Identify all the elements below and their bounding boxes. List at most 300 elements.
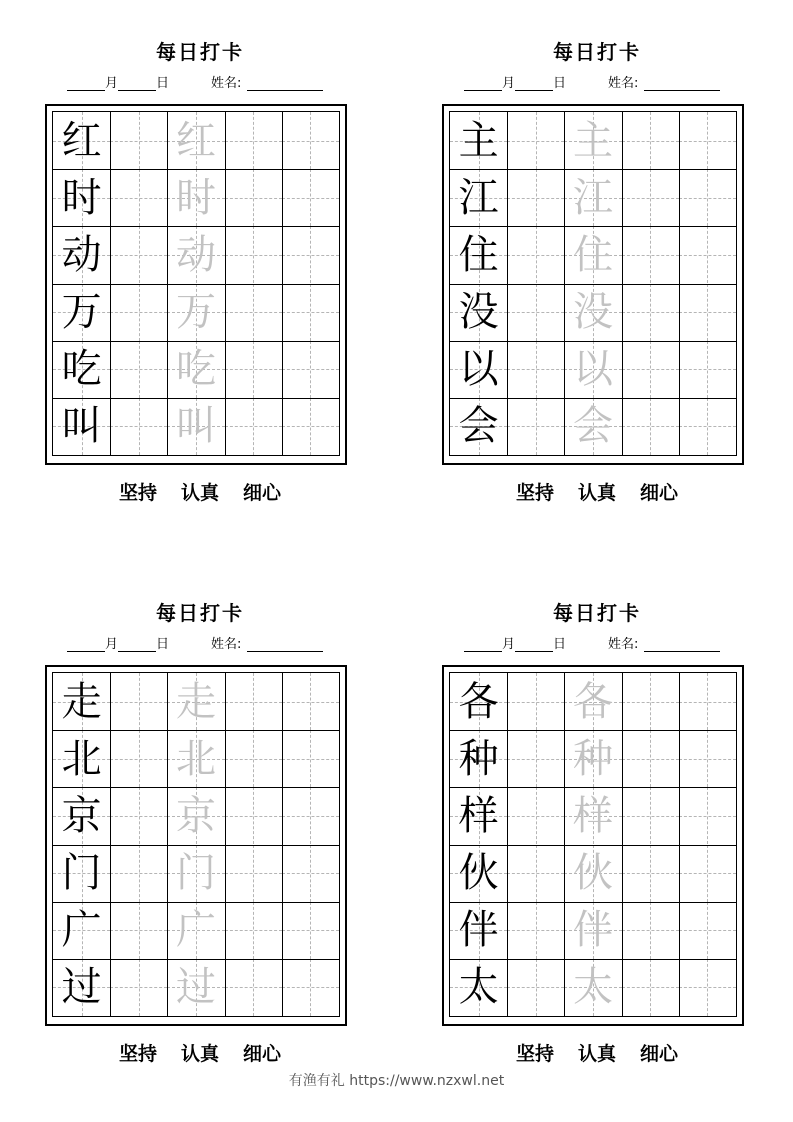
trace-character: 叫 xyxy=(175,403,216,450)
trace-character: 伙 xyxy=(572,850,613,897)
blank-writing-cell[interactable] xyxy=(225,787,282,844)
motto-word: 认真 xyxy=(180,1043,219,1065)
blank-writing-cell[interactable] xyxy=(110,959,167,1016)
trace-character-cell[interactable] xyxy=(564,398,621,455)
practice-grid-frame xyxy=(442,665,744,1026)
practice-grid xyxy=(52,111,340,456)
blank-writing-cell[interactable] xyxy=(679,673,736,730)
blank-writing-cell[interactable] xyxy=(507,730,564,787)
grid-row xyxy=(53,284,339,341)
guide-line xyxy=(679,198,736,199)
motto-word: 认真 xyxy=(577,1043,616,1065)
guide-line xyxy=(282,369,339,370)
blank-writing-cell[interactable] xyxy=(622,787,679,844)
blank-writing-cell[interactable] xyxy=(110,730,167,787)
blank-writing-cell[interactable] xyxy=(679,787,736,844)
blank-writing-cell[interactable] xyxy=(622,673,679,730)
blank-writing-cell[interactable] xyxy=(110,398,167,455)
guide-line xyxy=(282,198,339,199)
grid-row-divider xyxy=(450,959,736,960)
grid-row-divider xyxy=(450,226,736,227)
grid-row-divider xyxy=(53,787,339,788)
trace-character-cell[interactable] xyxy=(564,902,621,959)
guide-line xyxy=(679,987,736,988)
month-blank[interactable] xyxy=(67,637,105,652)
blank-writing-cell[interactable] xyxy=(679,226,736,283)
blank-writing-cell[interactable] xyxy=(282,226,339,283)
model-character-cell xyxy=(53,787,110,844)
date-name-line xyxy=(464,72,784,91)
model-character-cell xyxy=(53,845,110,902)
model-character: 红 xyxy=(61,117,102,164)
blank-writing-cell[interactable] xyxy=(679,284,736,341)
blank-writing-cell[interactable] xyxy=(225,226,282,283)
grid-row xyxy=(450,959,736,1016)
blank-writing-cell[interactable] xyxy=(282,730,339,787)
day-label: 日 xyxy=(553,76,567,91)
grid-row-divider xyxy=(450,730,736,731)
guide-line xyxy=(507,816,564,817)
blank-writing-cell[interactable] xyxy=(507,398,564,455)
day-label: 日 xyxy=(553,637,567,652)
model-character: 时 xyxy=(61,174,102,221)
grid-row-divider xyxy=(450,398,736,399)
motto-word: 坚持 xyxy=(515,482,554,504)
guide-line xyxy=(622,255,679,256)
name-label: 姓名: xyxy=(211,637,242,652)
grid-row-divider xyxy=(450,341,736,342)
guide-line xyxy=(679,759,736,760)
blank-writing-cell[interactable] xyxy=(225,902,282,959)
motto-word: 细心 xyxy=(243,1043,282,1065)
blank-writing-cell[interactable] xyxy=(110,341,167,398)
motto-word: 细心 xyxy=(640,482,679,504)
blank-writing-cell[interactable] xyxy=(622,169,679,226)
model-character: 北 xyxy=(61,735,102,782)
blank-writing-cell[interactable] xyxy=(622,845,679,902)
blank-writing-cell[interactable] xyxy=(282,673,339,730)
blank-writing-cell[interactable] xyxy=(225,845,282,902)
blank-writing-cell[interactable] xyxy=(110,787,167,844)
grid-row xyxy=(450,902,736,959)
trace-character-cell[interactable] xyxy=(167,959,224,1016)
motto-word: 坚持 xyxy=(515,1043,554,1065)
guide-line xyxy=(507,426,564,427)
day-blank[interactable] xyxy=(118,76,156,91)
grid-row xyxy=(450,398,736,455)
guide-line xyxy=(110,930,167,931)
grid-row-divider xyxy=(450,787,736,788)
grid-row-divider xyxy=(450,902,736,903)
name-blank[interactable] xyxy=(247,76,323,91)
name-blank[interactable] xyxy=(644,76,720,91)
trace-character: 万 xyxy=(175,289,216,336)
trace-character-cell[interactable] xyxy=(564,284,621,341)
blank-writing-cell[interactable] xyxy=(110,673,167,730)
practice-card xyxy=(442,561,762,1081)
guide-line xyxy=(622,141,679,142)
trace-character-cell[interactable] xyxy=(167,845,224,902)
footer-watermark: 有渔有礼 https://www.nzxwl.net xyxy=(288,1073,505,1089)
motto-word: 细心 xyxy=(243,482,282,504)
trace-character: 住 xyxy=(572,231,613,278)
model-character: 主 xyxy=(458,117,499,164)
trace-character-cell[interactable] xyxy=(167,284,224,341)
blank-writing-cell[interactable] xyxy=(507,673,564,730)
model-character: 各 xyxy=(458,678,499,725)
grid-row xyxy=(450,730,736,787)
blank-writing-cell[interactable] xyxy=(110,845,167,902)
blank-writing-cell[interactable] xyxy=(110,226,167,283)
model-character-cell xyxy=(450,112,507,169)
model-character: 走 xyxy=(61,678,102,725)
blank-writing-cell[interactable] xyxy=(282,284,339,341)
blank-writing-cell[interactable] xyxy=(622,341,679,398)
trace-character-cell[interactable] xyxy=(167,673,224,730)
model-character-cell xyxy=(450,169,507,226)
trace-character-cell[interactable] xyxy=(564,959,621,1016)
card-title: 每日打卡 xyxy=(156,601,244,625)
model-character-cell xyxy=(450,398,507,455)
guide-line xyxy=(679,369,736,370)
motto-word: 坚持 xyxy=(118,1043,157,1065)
month-blank[interactable] xyxy=(464,637,502,652)
motto xyxy=(442,478,752,505)
trace-character: 京 xyxy=(175,792,216,839)
guide-line xyxy=(110,369,167,370)
motto-word: 认真 xyxy=(180,482,219,504)
grid-row xyxy=(450,787,736,844)
grid-row xyxy=(450,112,736,169)
blank-writing-cell[interactable] xyxy=(679,902,736,959)
blank-writing-cell[interactable] xyxy=(679,112,736,169)
date-name-line xyxy=(67,72,387,91)
model-character: 广 xyxy=(61,907,102,954)
grid-row xyxy=(450,845,736,902)
grid-row-divider xyxy=(53,845,339,846)
guide-line xyxy=(679,816,736,817)
trace-character-cell[interactable] xyxy=(564,169,621,226)
grid-row xyxy=(53,673,339,730)
grid-row xyxy=(450,226,736,283)
blank-writing-cell[interactable] xyxy=(110,112,167,169)
trace-character-cell[interactable] xyxy=(564,730,621,787)
practice-card xyxy=(442,0,762,520)
model-character: 样 xyxy=(458,792,499,839)
blank-writing-cell[interactable] xyxy=(282,112,339,169)
blank-writing-cell[interactable] xyxy=(507,787,564,844)
guide-line xyxy=(507,369,564,370)
name-blank[interactable] xyxy=(247,637,323,652)
model-character-cell xyxy=(450,845,507,902)
date-name-line xyxy=(67,633,387,652)
blank-writing-cell[interactable] xyxy=(622,112,679,169)
blank-writing-cell[interactable] xyxy=(110,284,167,341)
name-label: 姓名: xyxy=(211,76,242,91)
trace-character-cell[interactable] xyxy=(564,673,621,730)
model-character: 吃 xyxy=(61,346,102,393)
guide-line xyxy=(282,987,339,988)
practice-card xyxy=(45,561,365,1081)
grid-row xyxy=(450,284,736,341)
blank-writing-cell[interactable] xyxy=(282,959,339,1016)
blank-writing-cell[interactable] xyxy=(225,284,282,341)
blank-writing-cell[interactable] xyxy=(507,169,564,226)
motto-word: 细心 xyxy=(640,1043,679,1065)
day-blank[interactable] xyxy=(515,637,553,652)
model-character: 会 xyxy=(458,403,499,450)
guide-line xyxy=(225,198,282,199)
model-character-cell xyxy=(450,341,507,398)
blank-writing-cell[interactable] xyxy=(679,845,736,902)
trace-character-cell[interactable] xyxy=(167,730,224,787)
model-character: 万 xyxy=(61,289,102,336)
day-label: 日 xyxy=(156,76,170,91)
trace-character: 会 xyxy=(572,403,613,450)
guide-line xyxy=(225,426,282,427)
model-character: 伴 xyxy=(458,907,499,954)
trace-character-cell[interactable] xyxy=(167,112,224,169)
trace-character: 吃 xyxy=(175,346,216,393)
guide-line xyxy=(282,816,339,817)
motto xyxy=(45,478,355,505)
model-character: 没 xyxy=(458,289,499,336)
guide-line xyxy=(622,198,679,199)
guide-line xyxy=(622,930,679,931)
grid-row-divider xyxy=(53,959,339,960)
trace-character: 伴 xyxy=(572,907,613,954)
grid-row xyxy=(53,112,339,169)
trace-character-cell[interactable] xyxy=(167,226,224,283)
grid-row xyxy=(53,169,339,226)
trace-character-cell[interactable] xyxy=(167,341,224,398)
guide-line xyxy=(679,930,736,931)
guide-line xyxy=(110,987,167,988)
trace-character-cell[interactable] xyxy=(167,169,224,226)
trace-character-cell[interactable] xyxy=(564,226,621,283)
guide-line xyxy=(507,141,564,142)
blank-writing-cell[interactable] xyxy=(622,902,679,959)
blank-writing-cell[interactable] xyxy=(679,730,736,787)
guide-line xyxy=(679,426,736,427)
blank-writing-cell[interactable] xyxy=(110,169,167,226)
blank-writing-cell[interactable] xyxy=(225,341,282,398)
blank-writing-cell[interactable] xyxy=(225,112,282,169)
trace-character: 红 xyxy=(175,117,216,164)
day-blank[interactable] xyxy=(515,76,553,91)
trace-character-cell[interactable] xyxy=(167,902,224,959)
guide-line xyxy=(282,312,339,313)
guide-line xyxy=(282,255,339,256)
blank-writing-cell[interactable] xyxy=(282,787,339,844)
guide-line xyxy=(225,141,282,142)
grid-row xyxy=(53,730,339,787)
blank-writing-cell[interactable] xyxy=(282,845,339,902)
trace-character: 各 xyxy=(572,678,613,725)
model-character-cell xyxy=(450,284,507,341)
model-character: 京 xyxy=(61,792,102,839)
guide-line xyxy=(282,702,339,703)
blank-writing-cell[interactable] xyxy=(622,959,679,1016)
month-blank[interactable] xyxy=(67,76,105,91)
blank-writing-cell[interactable] xyxy=(225,730,282,787)
trace-character: 过 xyxy=(175,964,216,1011)
guide-line xyxy=(622,816,679,817)
guide-line xyxy=(225,816,282,817)
grid-row-divider xyxy=(53,226,339,227)
trace-character-cell[interactable] xyxy=(564,112,621,169)
guide-line xyxy=(507,255,564,256)
blank-writing-cell[interactable] xyxy=(225,398,282,455)
trace-character: 江 xyxy=(572,174,613,221)
blank-writing-cell[interactable] xyxy=(282,902,339,959)
model-character-cell xyxy=(53,341,110,398)
guide-line xyxy=(110,312,167,313)
practice-grid-frame xyxy=(442,104,744,465)
guide-line xyxy=(622,759,679,760)
blank-writing-cell[interactable] xyxy=(225,673,282,730)
model-character-cell xyxy=(53,284,110,341)
grid-row xyxy=(53,226,339,283)
grid-row-divider xyxy=(53,398,339,399)
blank-writing-cell[interactable] xyxy=(507,902,564,959)
guide-line xyxy=(225,255,282,256)
trace-character-cell[interactable] xyxy=(564,787,621,844)
blank-writing-cell[interactable] xyxy=(622,730,679,787)
blank-writing-cell[interactable] xyxy=(282,169,339,226)
motto xyxy=(45,1039,355,1066)
blank-writing-cell[interactable] xyxy=(282,341,339,398)
grid-row xyxy=(53,845,339,902)
model-character-cell xyxy=(450,787,507,844)
trace-character: 门 xyxy=(175,850,216,897)
grid-row xyxy=(450,673,736,730)
month-label: 月 xyxy=(105,637,119,652)
day-blank[interactable] xyxy=(118,637,156,652)
blank-writing-cell[interactable] xyxy=(622,226,679,283)
motto xyxy=(442,1039,752,1066)
blank-writing-cell[interactable] xyxy=(225,169,282,226)
model-character: 伙 xyxy=(458,850,499,897)
trace-character-cell[interactable] xyxy=(167,787,224,844)
grid-row xyxy=(450,341,736,398)
blank-writing-cell[interactable] xyxy=(622,284,679,341)
guide-line xyxy=(679,141,736,142)
grid-row-divider xyxy=(53,902,339,903)
name-blank[interactable] xyxy=(644,637,720,652)
model-character: 住 xyxy=(458,231,499,278)
guide-line xyxy=(507,312,564,313)
trace-character: 太 xyxy=(572,964,613,1011)
month-blank[interactable] xyxy=(464,76,502,91)
guide-line xyxy=(622,873,679,874)
model-character: 种 xyxy=(458,735,499,782)
guide-line xyxy=(282,930,339,931)
guide-line xyxy=(110,426,167,427)
blank-writing-cell[interactable] xyxy=(679,959,736,1016)
blank-writing-cell[interactable] xyxy=(507,226,564,283)
practice-grid-frame xyxy=(45,104,347,465)
model-character-cell xyxy=(450,226,507,283)
blank-writing-cell[interactable] xyxy=(679,169,736,226)
blank-writing-cell[interactable] xyxy=(507,112,564,169)
month-label: 月 xyxy=(502,76,516,91)
blank-writing-cell[interactable] xyxy=(507,845,564,902)
guide-line xyxy=(225,369,282,370)
guide-line xyxy=(282,141,339,142)
model-character: 江 xyxy=(458,174,499,221)
trace-character: 时 xyxy=(175,174,216,221)
motto-word: 认真 xyxy=(577,482,616,504)
name-label: 姓名: xyxy=(608,76,639,91)
trace-character-cell[interactable] xyxy=(564,341,621,398)
blank-writing-cell[interactable] xyxy=(282,398,339,455)
practice-grid-frame xyxy=(45,665,347,1026)
card-title: 每日打卡 xyxy=(553,40,641,64)
date-name-line xyxy=(464,633,784,652)
blank-writing-cell[interactable] xyxy=(110,902,167,959)
guide-line xyxy=(507,702,564,703)
blank-writing-cell[interactable] xyxy=(507,341,564,398)
grid-row-divider xyxy=(450,169,736,170)
trace-character: 以 xyxy=(572,346,613,393)
guide-line xyxy=(110,816,167,817)
trace-character: 主 xyxy=(572,117,613,164)
grid-row xyxy=(53,902,339,959)
name-label: 姓名: xyxy=(608,637,639,652)
blank-writing-cell[interactable] xyxy=(507,959,564,1016)
practice-grid xyxy=(449,111,737,456)
grid-row-divider xyxy=(53,730,339,731)
guide-line xyxy=(225,873,282,874)
guide-line xyxy=(110,702,167,703)
trace-character: 没 xyxy=(572,289,613,336)
model-character-cell xyxy=(53,673,110,730)
month-label: 月 xyxy=(502,637,516,652)
guide-line xyxy=(110,255,167,256)
model-character-cell xyxy=(53,730,110,787)
blank-writing-cell[interactable] xyxy=(622,398,679,455)
guide-line xyxy=(679,312,736,313)
guide-line xyxy=(225,987,282,988)
guide-line xyxy=(282,873,339,874)
blank-writing-cell[interactable] xyxy=(225,959,282,1016)
model-character-cell xyxy=(450,902,507,959)
guide-line xyxy=(507,987,564,988)
model-character-cell xyxy=(450,959,507,1016)
trace-character-cell[interactable] xyxy=(564,845,621,902)
grid-row-divider xyxy=(53,169,339,170)
guide-line xyxy=(225,930,282,931)
guide-line xyxy=(110,759,167,760)
grid-row xyxy=(53,398,339,455)
model-character-cell xyxy=(53,112,110,169)
trace-character-cell[interactable] xyxy=(167,398,224,455)
guide-line xyxy=(225,702,282,703)
blank-writing-cell[interactable] xyxy=(507,284,564,341)
grid-row xyxy=(53,787,339,844)
blank-writing-cell[interactable] xyxy=(679,398,736,455)
card-title: 每日打卡 xyxy=(553,601,641,625)
model-character-cell xyxy=(53,398,110,455)
guide-line xyxy=(679,873,736,874)
practice-grid xyxy=(52,672,340,1017)
model-character: 叫 xyxy=(61,403,102,450)
practice-grid xyxy=(449,672,737,1017)
guide-line xyxy=(110,198,167,199)
guide-line xyxy=(225,759,282,760)
blank-writing-cell[interactable] xyxy=(679,341,736,398)
